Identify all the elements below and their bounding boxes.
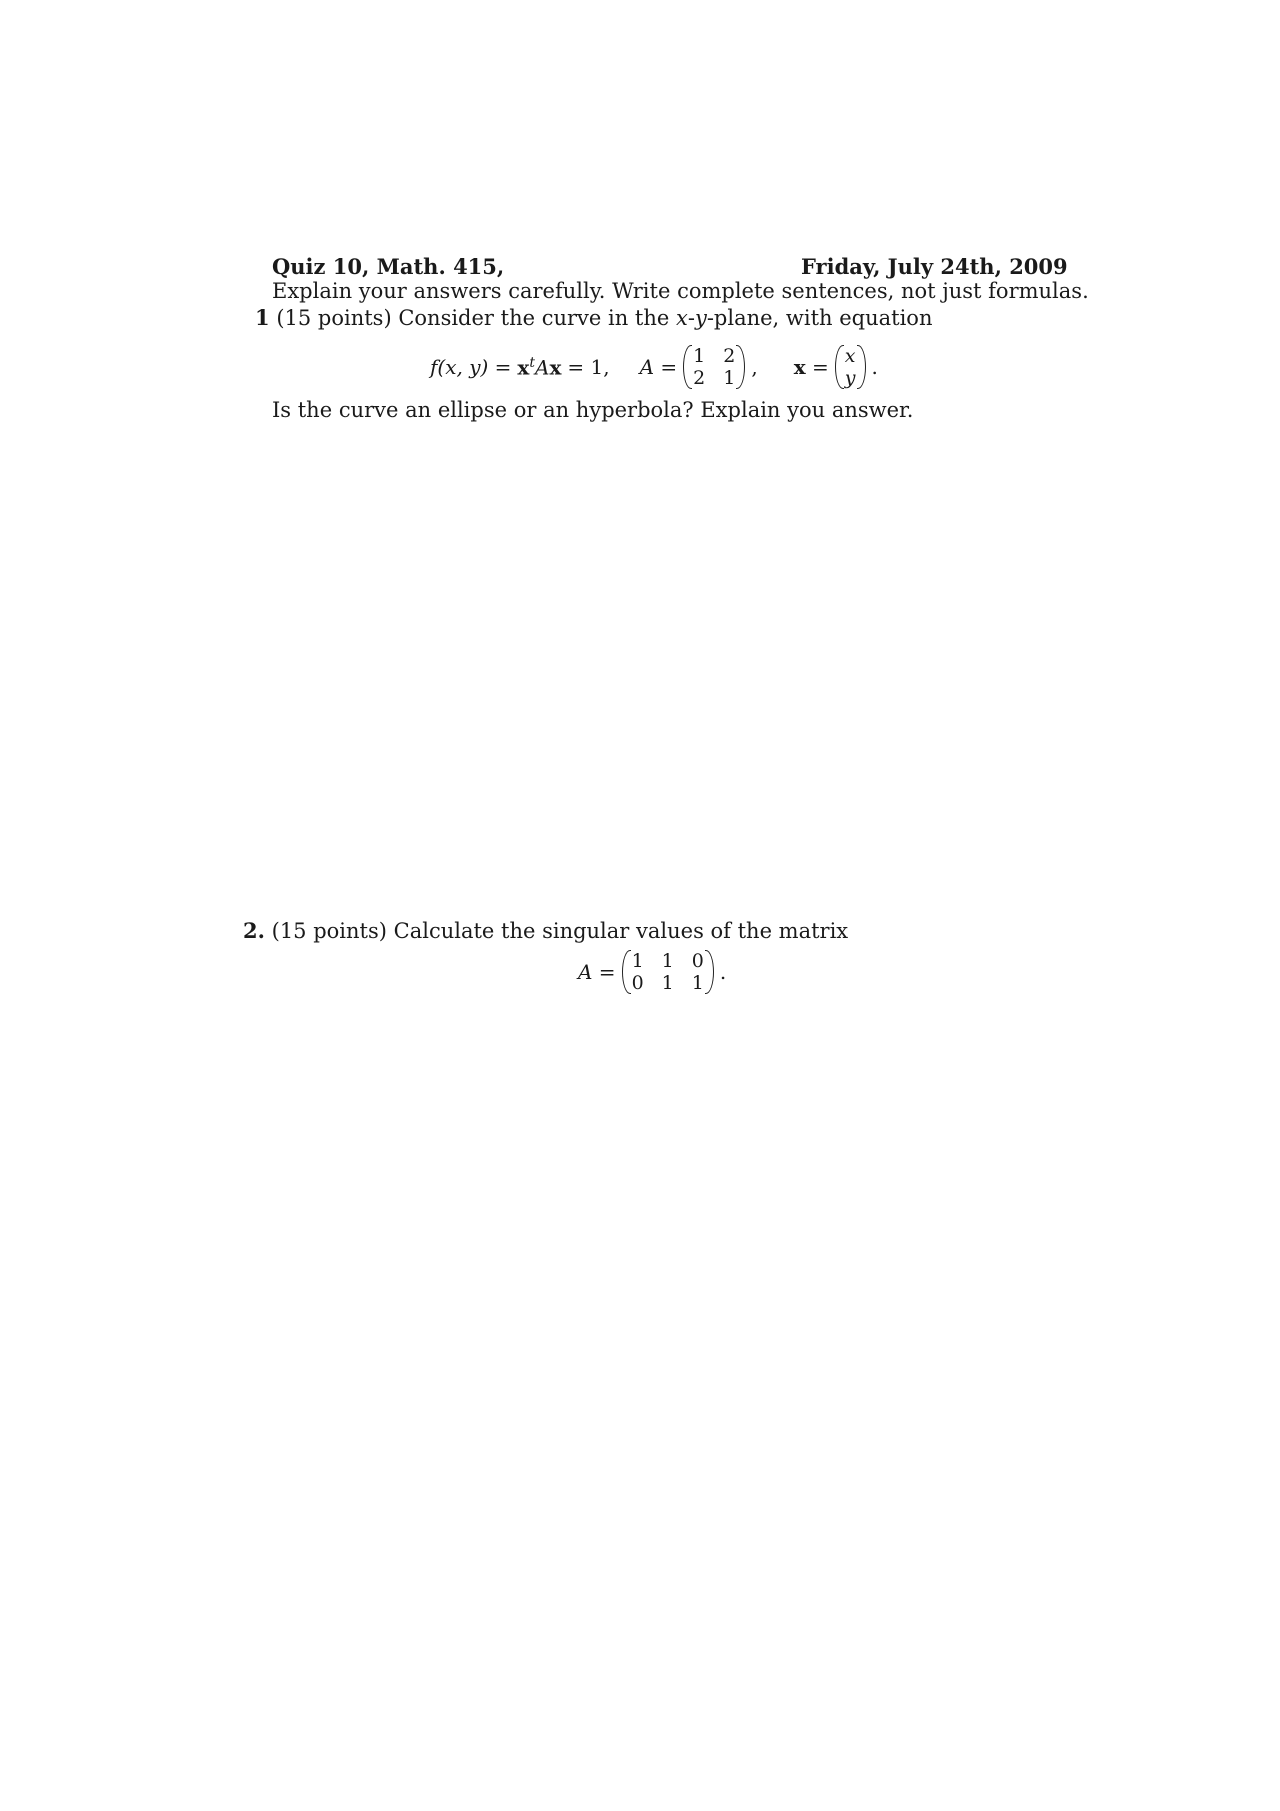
question-2-statement xyxy=(243,918,848,943)
matrix-cell: 1 xyxy=(661,950,674,972)
question-1-var-x: x xyxy=(676,306,688,330)
eq-x-label xyxy=(794,355,829,379)
matrix-cell: 0 xyxy=(691,950,704,972)
eq2-period: . xyxy=(719,960,727,984)
eq-x-label-bold: x xyxy=(793,355,806,379)
matrix-cell: 1 xyxy=(691,972,704,994)
quiz-title: Quiz 10, Math. 415, xyxy=(272,254,505,279)
matrix-cell: 2 xyxy=(693,367,706,389)
question-2-text: Calculate the singular values of the matrix xyxy=(393,919,849,943)
instructions: Explain your answers carefully. Write complete sentences, not just formulas. xyxy=(272,279,1089,303)
eq-transpose: t xyxy=(529,354,535,371)
question-1-statement xyxy=(255,305,932,330)
question-2-points: (15 points) xyxy=(271,919,387,943)
question-1-text-pre: Consider the curve in the xyxy=(398,306,670,330)
eq-x-equals: = xyxy=(805,355,829,379)
question-2-equation xyxy=(578,950,726,994)
eq2-A-label: A = xyxy=(578,960,616,984)
eq-comma: , xyxy=(751,355,758,379)
vector-cell: y xyxy=(844,367,856,389)
question-1-dash: - xyxy=(687,306,695,330)
question-1-text-post: -plane, with equation xyxy=(706,306,933,330)
vector-cell: x xyxy=(844,345,856,367)
question-1-var-y: y xyxy=(694,306,707,330)
quiz-date: Friday, July 24th, 2009 xyxy=(801,254,1068,279)
matrix-cell: 1 xyxy=(631,950,644,972)
question-1-equation xyxy=(430,345,878,389)
matrix-A-2x2 xyxy=(683,345,745,389)
matrix-cell: 1 xyxy=(723,367,736,389)
question-1-number: 1 xyxy=(255,305,270,330)
vector-x xyxy=(835,345,866,389)
eq-xtAx xyxy=(517,355,561,380)
eq-x-bold: x xyxy=(517,355,530,380)
question-1-prompt: Is the curve an ellipse or an hyperbola? Explain you answer. xyxy=(272,398,914,422)
question-1-points: (15 points) xyxy=(276,306,392,330)
matrix-cell: 0 xyxy=(631,972,644,994)
eq-A: A xyxy=(535,355,550,380)
question-2-number: 2. xyxy=(243,918,265,943)
eq-period: . xyxy=(871,355,878,379)
eq-f: f(x, y) = xyxy=(430,355,512,379)
eq-A-label: A = xyxy=(639,355,678,379)
matrix-cell: 1 xyxy=(661,972,674,994)
matrix-cell: 2 xyxy=(723,345,736,367)
eq-equals-one: = 1, xyxy=(567,355,610,379)
matrix-cell: 1 xyxy=(693,345,706,367)
eq-x-bold-2: x xyxy=(549,355,562,380)
matrix-A-2x3 xyxy=(622,950,714,994)
